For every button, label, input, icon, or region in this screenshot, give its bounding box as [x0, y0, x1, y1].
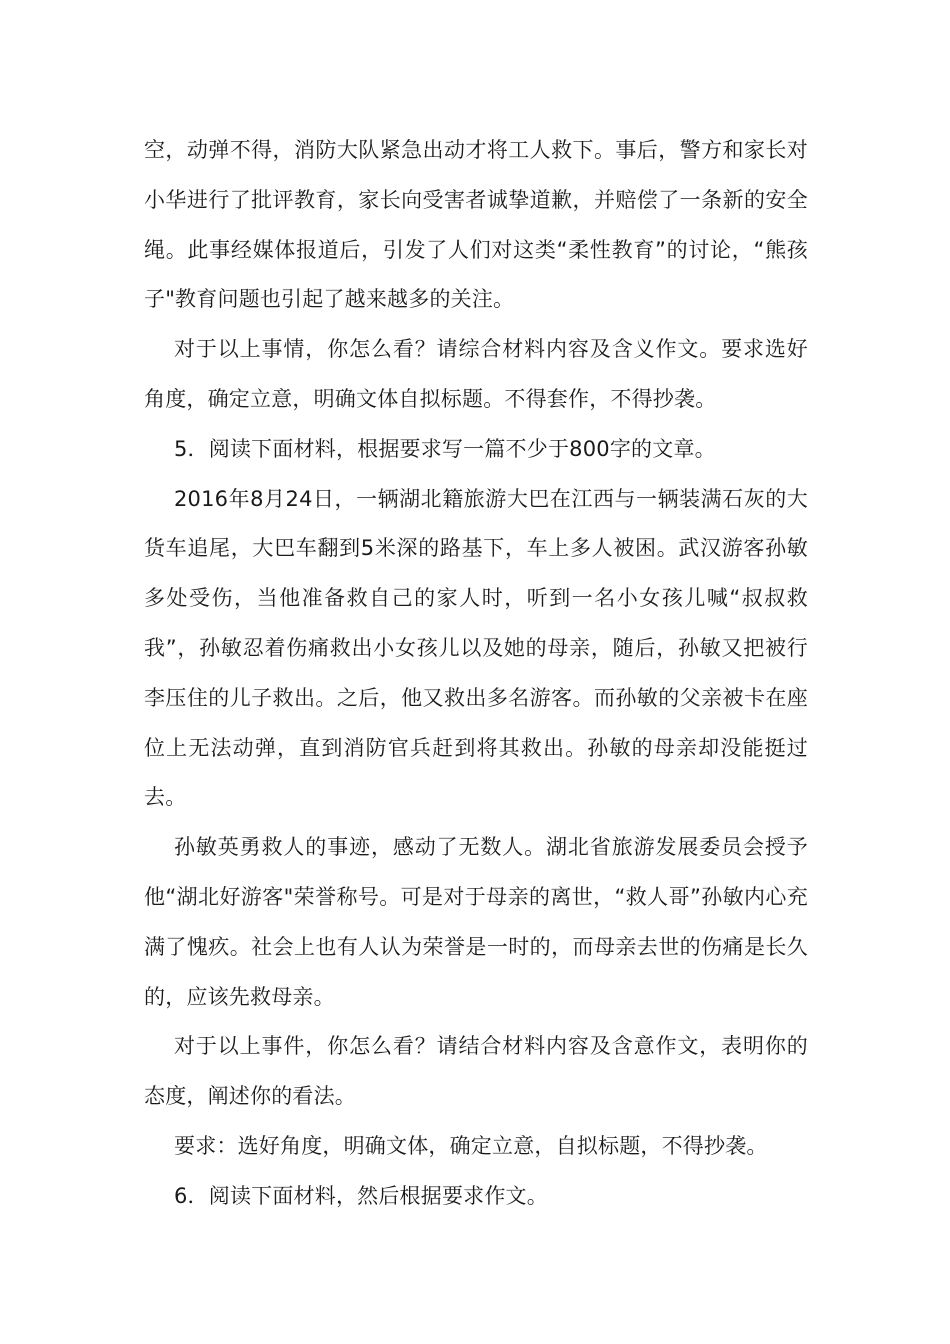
paragraph-requirements-5: 要求：选好角度，明确文体，确定立意，自拟标题，不得抄袭。	[174, 1133, 768, 1158]
paragraph-prompt-4: 对于以上事情，你怎么看？请综合材料内容及含义作文。要求选好角度，确定立意，明确文体自拟标题。不得套作，不得抄袭。	[144, 337, 808, 411]
paragraph-question-5-heading: 5．阅读下面材料，根据要求写一篇不少于800字的文章。	[174, 436, 716, 461]
document-body	[144, 126, 808, 1222]
paragraph-question-6-heading: 6．阅读下面材料，然后根据要求作文。	[174, 1183, 548, 1208]
paragraph-material-5a: 2016年8月24日，一辆湖北籍旅游大巴在江西与一辆装满石灰的大货车追尾，大巴车翻到5米深的路基下，车上多人被困。武汉游客孙敏多处受伤，当他准备救自己的家人时，听到一名小女孩儿喊“叔叔救我”，孙敏忍着伤痛救出小女孩儿以及她的母亲，随后，孙敏又把被行李压住的儿子救出。之后，他又救出多名游客。而孙敏的父亲被卡在座位上无法动弹，直到消防官兵赶到将其救出。孙敏的母亲却没能挺过去。	[144, 486, 808, 810]
paragraph-material-5b: 孙敏英勇救人的事迹，感动了无数人。湖北省旅游发展委员会授予他“湖北好游客"荣誉称号。可是对于母亲的离世，“救人哥”孙敏内心充满了愧疚。社会上也有人认为荣誉是一时的，而母亲去世的伤痛是长久的，应该先救母亲。	[144, 835, 808, 1009]
paragraph-story-end: 空，动弹不得，消防大队紧急出动才将工人救下。事后，警方和家长对小华进行了批评教育，家长向受害者诚挚道歉，并赔偿了一条新的安全绳。此事经媒体报道后，引发了人们对这类“柔性教育”的讨论，“熊孩子"教育问题也引起了越来越多的关注。	[144, 138, 808, 312]
paragraph-prompt-5: 对于以上事件，你怎么看？请结合材料内容及含意作文，表明你的态度，阐述你的看法。	[144, 1034, 808, 1109]
